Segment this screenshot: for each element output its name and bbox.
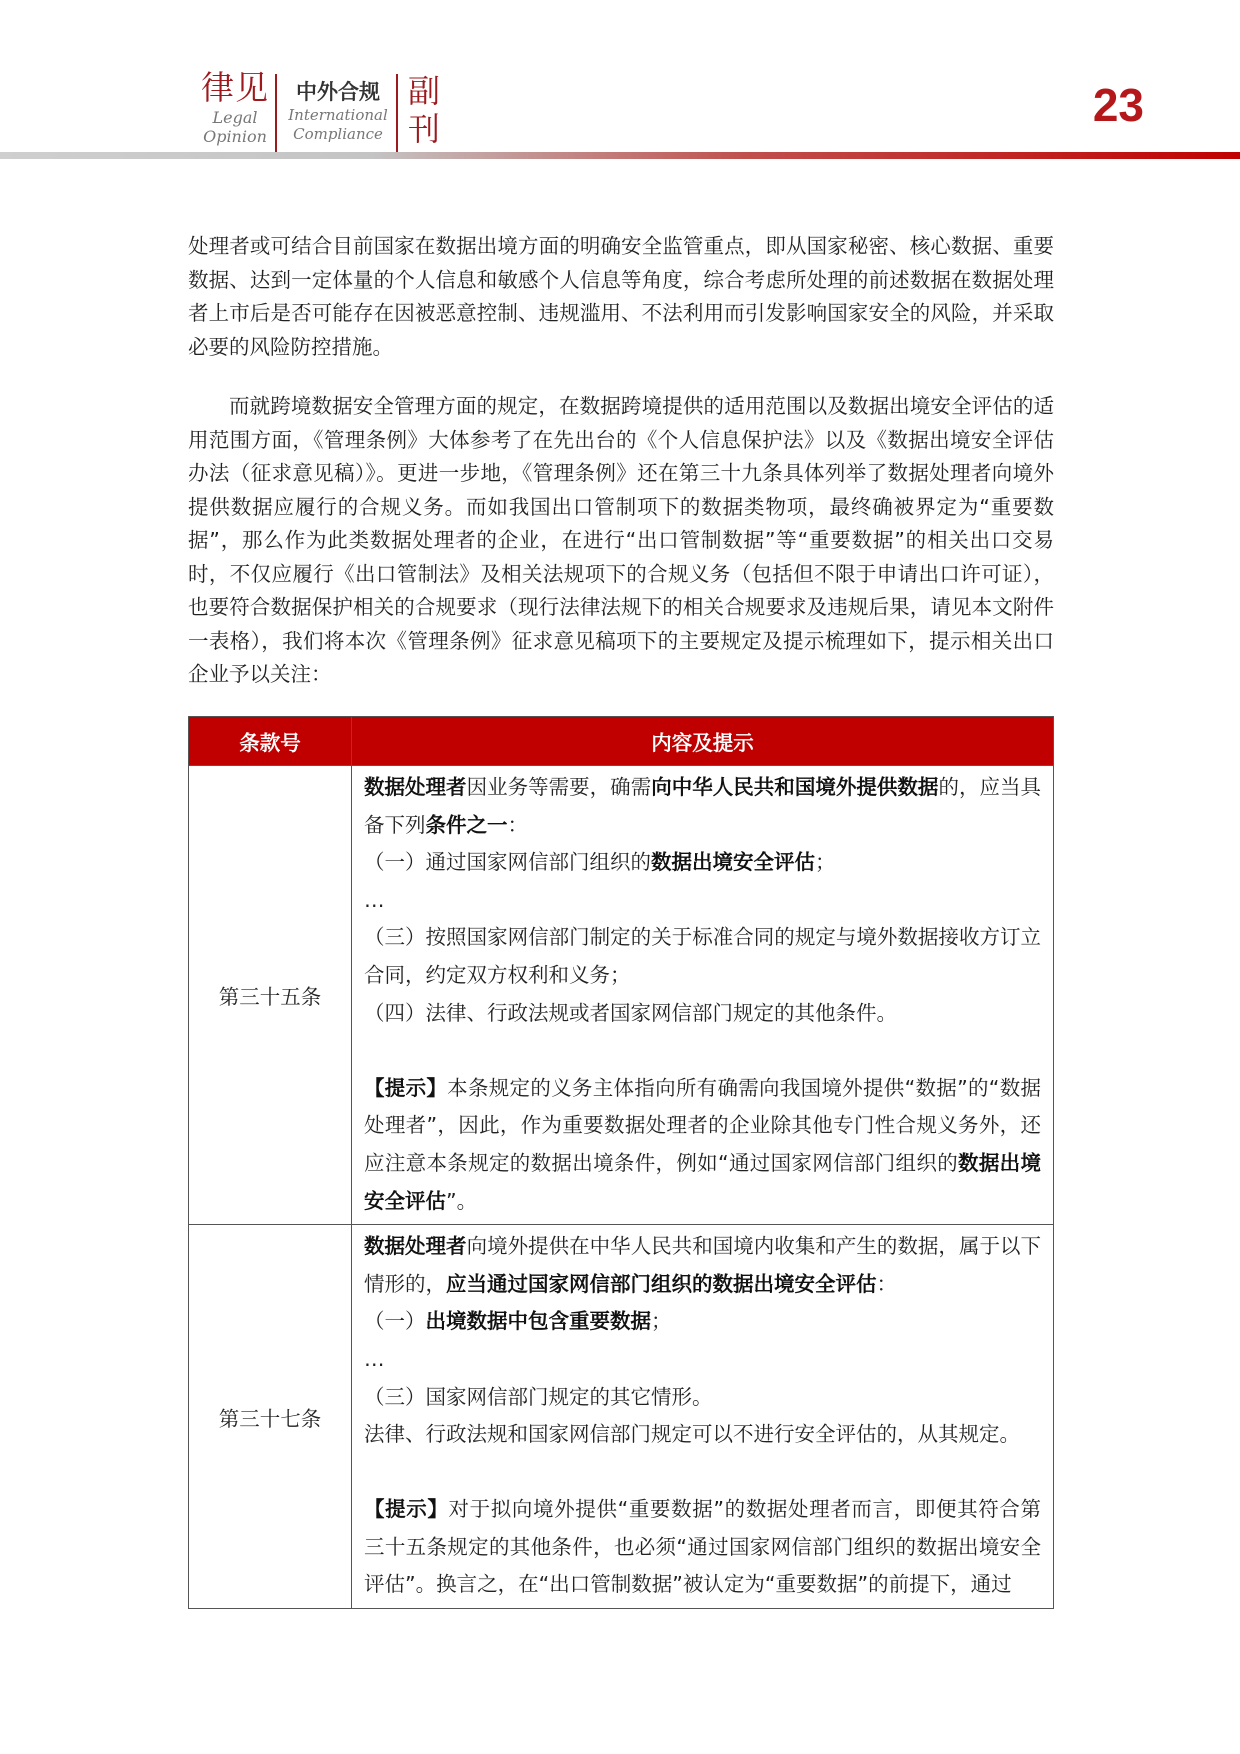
article-cell: 第三十五条 [189,766,352,1225]
logo-cn-text: 律见 [201,68,269,107]
header-divider [396,74,398,152]
supplement-label [404,72,444,148]
paragraph: 而就跨境数据安全管理方面的规定，在数据跨境提供的适用范围以及数据出境安全评估的适用范围方面，《管理条例》大体参考了在先出台的《个人信息保护法》以及《数据出境安全评估办法（征求意见稿）》。更进一步地，《管理条例》还在第三十九条具体列举了数据处理者向境外提供数据应履行的合规义务。而如我国出口管制项下的数据类物项，最终确被界定为“重要数据”，那么作为此类数据处理者的企业，在进行“出口管制数据”等“重要数据”的相关出口交易时，不仅应履行《出口管制法》及相关法规项下的合规义务（包括但不限于申请出口许可证），也要符合数据保护相关的合规要求（现行法律法规下的相关合规要求及违规后果，请见本文附件一表格），我们将本次《管理条例》征求意见稿项下的主要规定及提示梳理如下，提示相关出口企业予以关注： [188,394,1054,686]
column-en-line2: Compliance [293,125,383,143]
article-cell: 第三十七条 [189,1225,352,1609]
ellipsis: … [364,1346,385,1371]
clause-intro: 数据处理者因业务等需要，确需向中华人民共和国境外提供数据的，应当具备下列条件之一： [364,775,1041,837]
page-number: 23 [1092,79,1144,131]
clause-item: （一）出境数据中包含重要数据； [364,1309,672,1334]
column-en-line1: International [288,106,388,124]
body-text [188,230,1054,692]
logo-en-line1: Legal [212,108,258,127]
content-cell [352,766,1054,1225]
header-article: 条款号 [189,717,352,766]
clause-item: （四）法律、行政法规或者国家网信部门规定的其他条件。 [364,1000,897,1025]
clause-intro: 数据处理者向境外提供在中华人民共和国境内收集和产生的数据，属于以下情形的，应当通过国家网信部门组织的数据出境安全评估： [364,1234,1041,1296]
supplement-char-1: 副 [407,72,440,110]
header-rule [0,152,1240,159]
paragraph: 处理者或可结合目前国家在数据出境方面的明确安全监管重点，即从国家秘密、核心数据、重要数据、达到一定体量的个人信息和敏感个人信息等角度，综合考虑所处理的前述数据在数据处理者上市后是否可能存在因被恶意控制、违规滥用、不法利用而引发影响国家安全的风险，并采取必要的风险防控措施。 [188,234,1054,359]
content-cell [352,1225,1054,1609]
clause-item: 法律、行政法规和国家网信部门规定可以不进行安全评估的，从其规定。 [364,1422,1020,1447]
intl-compliance-logo [282,78,394,144]
table-header-row [189,717,1054,766]
supplement-char-2: 刊 [407,110,440,148]
clause-item: （一）通过国家网信部门组织的数据出境安全评估； [364,850,836,875]
table-row [189,766,1054,1225]
page-header [0,0,1240,170]
tip-text: 【提示】对于拟向境外提供“重要数据”的数据处理者而言，即便其符合第三十五条规定的其他条件，也必须“通过国家网信部门组织的数据出境安全评估”。换言之，在“出口管制数据”被认定为“重要数据”的前提下，通过 [364,1497,1041,1597]
clauses-table [188,716,1054,1609]
clause-item: （三）国家网信部门规定的其它情形。 [364,1384,713,1409]
header-divider [275,74,277,152]
table-row [189,1225,1054,1609]
column-cn-text: 中外合规 [296,80,380,104]
legal-opinion-logo [200,68,270,146]
ellipsis: … [364,887,385,912]
logo-en-line2: Opinion [203,127,267,146]
tip-text: 【提示】本条规定的义务主体指向所有确需向我国境外提供“数据”的“数据处理者”，因此，作为重要数据处理者的企业除其他专门性合规义务外，还应注意本条规定的数据出境条件，例如“通过国家网信部门组织的数据出境安全评估”。 [364,1075,1042,1213]
clause-item: （三）按照国家网信部门制定的关于标准合同的规定与境外数据接收方订立合同，约定双方权利和义务； [364,925,1041,987]
header-content: 内容及提示 [352,717,1054,766]
